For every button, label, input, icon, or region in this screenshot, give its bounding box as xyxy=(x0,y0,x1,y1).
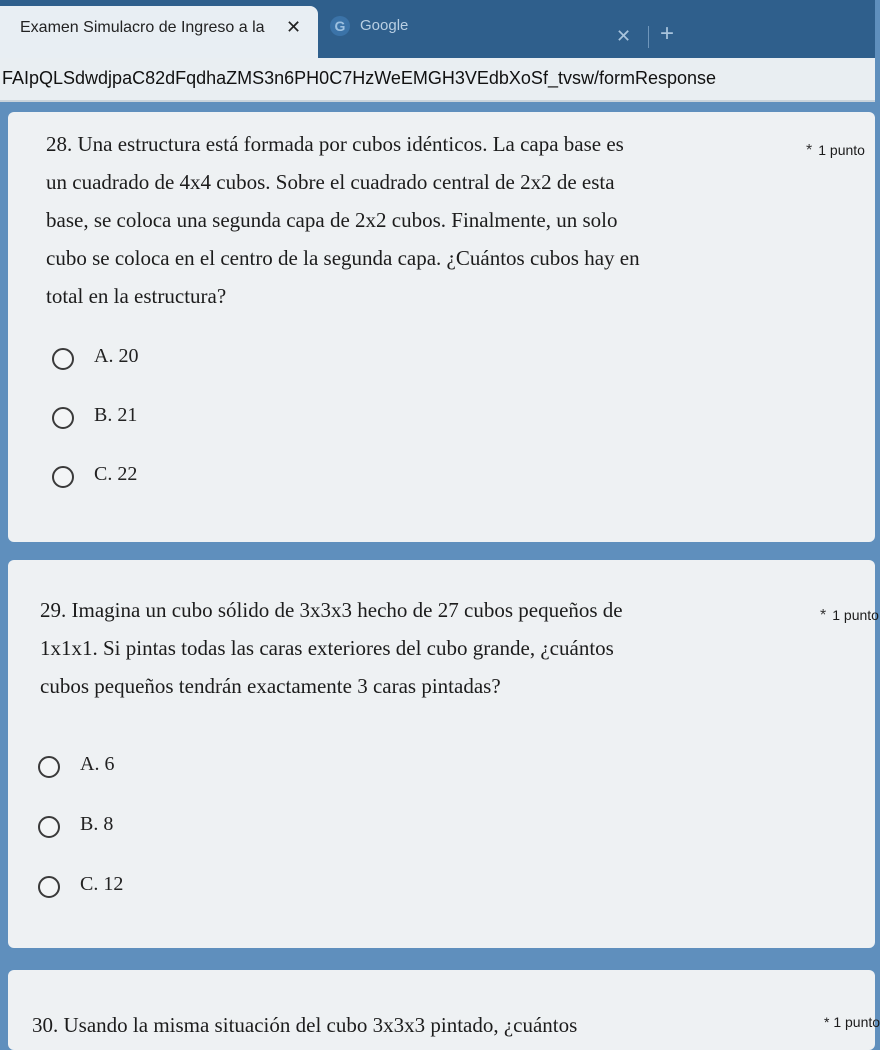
tab-title: Google xyxy=(360,17,409,34)
radio-button[interactable] xyxy=(52,348,74,370)
required-star: * xyxy=(824,1014,830,1030)
question-card-29 xyxy=(8,560,879,948)
radio-button[interactable] xyxy=(38,756,60,778)
question-card-28 xyxy=(8,112,875,542)
tab-title: Examen Simulacro de Ingreso a la xyxy=(20,19,265,36)
required-points: * 1 punto xyxy=(824,1014,880,1030)
tab-google[interactable] xyxy=(322,8,622,52)
radio-button[interactable] xyxy=(52,466,74,488)
question-text: 29. Imagina un cubo sólido de 3x3x3 hecho de 27 cubos pequeños de 1x1x1. Si pintas todas las caras exteriores del cubo grande, ¿cuántos cubos pequeños tendrán exactamente 3 caras pintadas? xyxy=(40,598,623,698)
tab-bar xyxy=(0,0,875,58)
option-label: C. 22 xyxy=(94,463,138,485)
question-text: 28. Una estructura está formada por cubos idénticos. La capa base es un cuadrado de 4x4 cubos. Sobre el cuadrado central de 2x2 de esta base, se coloca una segunda capa de 2x2 cubos. Finalmente, un solo cubo se coloca en el centro de la segunda capa. ¿Cuántos cubos hay en total en la estructura? xyxy=(46,132,640,308)
tab-exam[interactable] xyxy=(0,6,318,58)
tab-close-icon[interactable]: ✕ xyxy=(286,17,302,37)
question-text: 30. Usando la misma situación del cubo 3x3x3 pintado, ¿cuántos xyxy=(32,1013,578,1037)
required-points: * 1 punto xyxy=(806,142,865,159)
new-tab-button[interactable]: + xyxy=(660,20,675,47)
option-label: A. 6 xyxy=(80,753,115,775)
google-icon: G xyxy=(330,16,350,36)
option-label: C. 12 xyxy=(80,873,124,895)
tab-divider xyxy=(648,26,649,48)
option-label: B. 21 xyxy=(94,404,138,426)
radio-button[interactable] xyxy=(38,816,60,838)
tab-close-icon[interactable]: ✕ xyxy=(616,26,632,46)
option-label: B. 8 xyxy=(80,813,114,835)
required-points: * 1 punto xyxy=(820,607,879,624)
radio-button[interactable] xyxy=(38,876,60,898)
radio-button[interactable] xyxy=(52,407,74,429)
address-bar[interactable] xyxy=(0,58,875,102)
question-card-30 xyxy=(8,970,875,1050)
url-text[interactable]: FAIpQLSdwdjpaC82dFqdhaZMS3n6PH0C7HzWeEMGH3VEdbXoSf_tvsw/formResponse xyxy=(2,68,717,88)
option-label: A. 20 xyxy=(94,345,139,367)
required-star: * xyxy=(806,142,813,159)
required-star: * xyxy=(820,607,827,624)
